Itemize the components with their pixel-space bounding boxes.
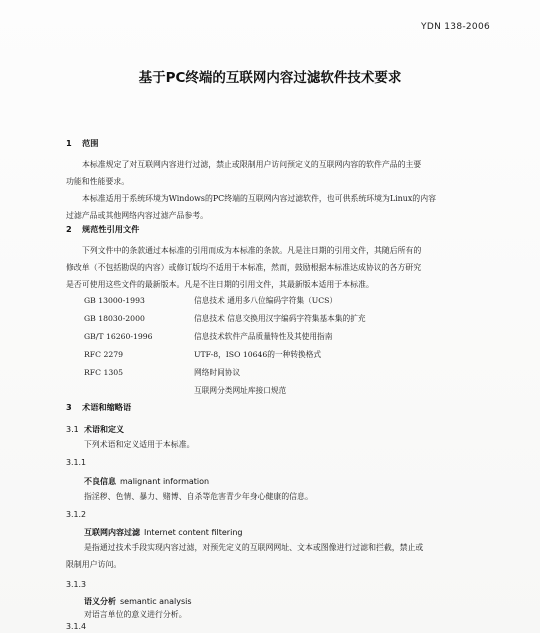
term-number: 3.1.1 [66,458,87,467]
section-1-heading [66,138,98,149]
paragraph-line: 本标准适用于系统环境为Windows的PC终端的互联网内容过滤软件，也可供系统环境为Linux的内容 [82,194,436,203]
section-2-heading [66,224,139,235]
subsection-number: 3.1 [66,425,79,434]
term-heading [84,476,209,487]
definition-line: 指淫秽、色情、暴力、赌博、自杀等危害青少年身心健康的信息。 [84,492,313,501]
paragraph-line: 功能和性能要求。 [66,177,130,186]
section-1-body [66,156,486,224]
reference-name: 网络时间协议 [194,368,241,377]
term-english: semantic analysis [120,597,192,606]
paragraph-line: 是否可使用这些文件的最新版本。凡是不注日期的引用文件，其最新版本适用于本标准。 [66,280,374,289]
term-definition [84,488,486,505]
reference-name: 信息技术 通用多八位编码字符集（UCS） [194,296,338,305]
term-chinese: 互联网内容过滤 [84,528,140,537]
section-2-body [66,242,486,293]
subsection-title: 术语和定义 [84,425,124,434]
reference-name: 信息技术软件产品质量特性及其使用指南 [194,332,333,341]
term-definition [84,606,486,623]
reference-row [84,328,484,346]
paragraph-line: 过滤产品或其他网络内容过滤产品参考。 [66,211,209,220]
term-chinese: 不良信息 [84,477,116,486]
term-english: malignant information [120,477,210,486]
reference-row [84,346,484,364]
section-title: 范围 [82,138,99,148]
reference-name: 互联网分类网址库接口规范 [194,386,287,395]
reference-name: UTF-8，ISO 10646的一种转换格式 [194,350,322,359]
term-definition [66,539,486,573]
reference-name: 信息技术 信息交换用汉字编码字符集基本集的扩充 [194,314,366,323]
term-chinese: 语义分析 [84,597,116,606]
subsection-3-1-intro [84,436,484,453]
section-number: 1 [66,138,72,148]
term-number: 3.1.2 [66,510,87,519]
subsection-3-1-heading [66,424,124,435]
section-3-heading [66,402,131,413]
reference-code: GB 18030-2000 [84,314,145,323]
document-code: YDN 138-2006 [421,22,490,32]
section-title: 术语和缩略语 [82,402,132,412]
term-heading [84,527,242,538]
document-title: 基于PC终端的互联网内容过滤软件技术要求 [138,70,402,86]
paragraph-line: 下列术语和定义适用于本标准。 [84,440,195,449]
paragraph-line: 下列文件中的条款通过本标准的引用而成为本标准的条款。凡是注日期的引用文件，其随后所有的 [82,246,422,255]
reference-row [84,364,484,382]
term-number: 3.1.4 [66,622,87,631]
reference-code: GB 13000-1993 [84,296,145,305]
term-english: Internet content filtering [144,528,243,537]
reference-code: RFC 1305 [84,368,124,377]
definition-line: 对语言单位的意义进行分析。 [84,610,187,619]
reference-row [84,382,484,400]
paragraph-line: 修改单（不包括勘误的内容）或修订版均不适用于本标准，然而，鼓励根据本标准达成协议的各方研究 [66,263,422,272]
normative-references-list [84,292,484,400]
reference-code: GB/T 16260-1996 [84,332,153,341]
definition-line: 是指通过技术手段实现内容过滤，对预先定义的互联网网址、文本或图像进行过滤和拦截，禁止或 [84,543,424,552]
section-number: 3 [66,402,72,412]
reference-code: RFC 2279 [84,350,124,359]
reference-row [84,292,484,310]
term-number: 3.1.3 [66,580,87,589]
definition-line: 限制用户访问。 [66,560,122,569]
section-number: 2 [66,224,72,234]
paragraph-line: 本标准规定了对互联网内容进行过滤，禁止或限制用户访问预定义的互联网内容的软件产品的主要 [82,160,422,169]
section-title: 规范性引用文件 [82,224,140,234]
reference-row [84,310,484,328]
